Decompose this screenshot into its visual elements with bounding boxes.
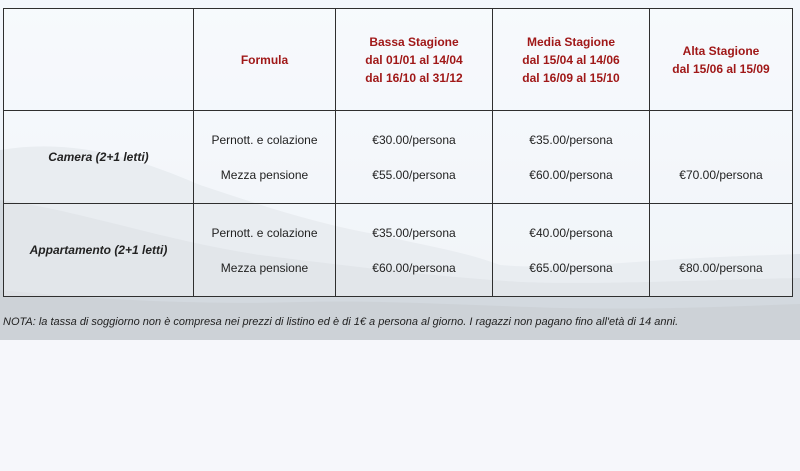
header-media-title: Media Stagione <box>526 34 615 49</box>
price-bassa-breakfast: €35.00/persona <box>372 225 456 240</box>
price-media-half-board: €65.00/persona <box>529 260 613 275</box>
row-label-cell <box>4 204 194 297</box>
table-row <box>4 111 793 204</box>
bassa-price-cell <box>336 111 493 204</box>
header-media-stagione <box>493 9 650 111</box>
header-bassa-range2: dal 16/10 al 31/12 <box>365 70 463 85</box>
table-header-row <box>4 9 793 111</box>
header-alta-title: Alta Stagione <box>682 43 760 58</box>
header-bassa-title: Bassa Stagione <box>369 34 459 49</box>
price-bassa-half-board: €60.00/persona <box>372 260 456 275</box>
price-bassa-breakfast: €30.00/persona <box>372 132 456 147</box>
alta-price-cell <box>650 204 793 297</box>
media-price-cell <box>493 111 650 204</box>
price-alta-half-board: €70.00/persona <box>679 167 763 182</box>
tax-note: NOTA: la tassa di soggiorno non è compresa nei prezzi di listino ed è di 1€ a persona al giorno. I ragazzi non pagano fino all'età di 14 anni. <box>3 316 679 328</box>
header-empty-cell <box>4 9 194 111</box>
row-label-cell <box>4 111 194 204</box>
header-formula <box>194 9 336 111</box>
formula-half-board: Mezza pensione <box>220 167 309 182</box>
formula-breakfast: Pernott. e colazione <box>211 132 318 147</box>
price-bassa-half-board: €55.00/persona <box>372 167 456 182</box>
header-media-range2: dal 16/09 al 15/10 <box>522 70 620 85</box>
bassa-price-cell <box>336 204 493 297</box>
header-media-range1: dal 15/04 al 14/06 <box>522 52 620 67</box>
formula-breakfast: Pernott. e colazione <box>211 225 318 240</box>
price-alta-breakfast <box>650 224 792 242</box>
table-row <box>4 204 793 297</box>
media-price-cell <box>493 204 650 297</box>
header-alta-stagione <box>650 9 793 111</box>
row-label: Camera (2+1 letti) <box>48 150 149 164</box>
formula-half-board: Mezza pensione <box>220 260 309 275</box>
formula-cell <box>194 111 336 204</box>
header-bassa-range1: dal 01/01 al 14/04 <box>365 52 463 67</box>
formula-cell <box>194 204 336 297</box>
price-media-half-board: €60.00/persona <box>529 167 613 182</box>
header-formula-label: Formula <box>240 52 289 67</box>
price-alta-half-board: €80.00/persona <box>679 260 763 275</box>
row-label: Appartamento (2+1 letti) <box>29 243 168 257</box>
alta-price-cell <box>650 111 793 204</box>
price-table <box>3 8 793 297</box>
price-media-breakfast: €35.00/persona <box>529 132 613 147</box>
header-alta-range1: dal 15/06 al 15/09 <box>672 61 770 76</box>
price-alta-breakfast <box>650 131 792 149</box>
price-media-breakfast: €40.00/persona <box>529 225 613 240</box>
header-bassa-stagione <box>336 9 493 111</box>
